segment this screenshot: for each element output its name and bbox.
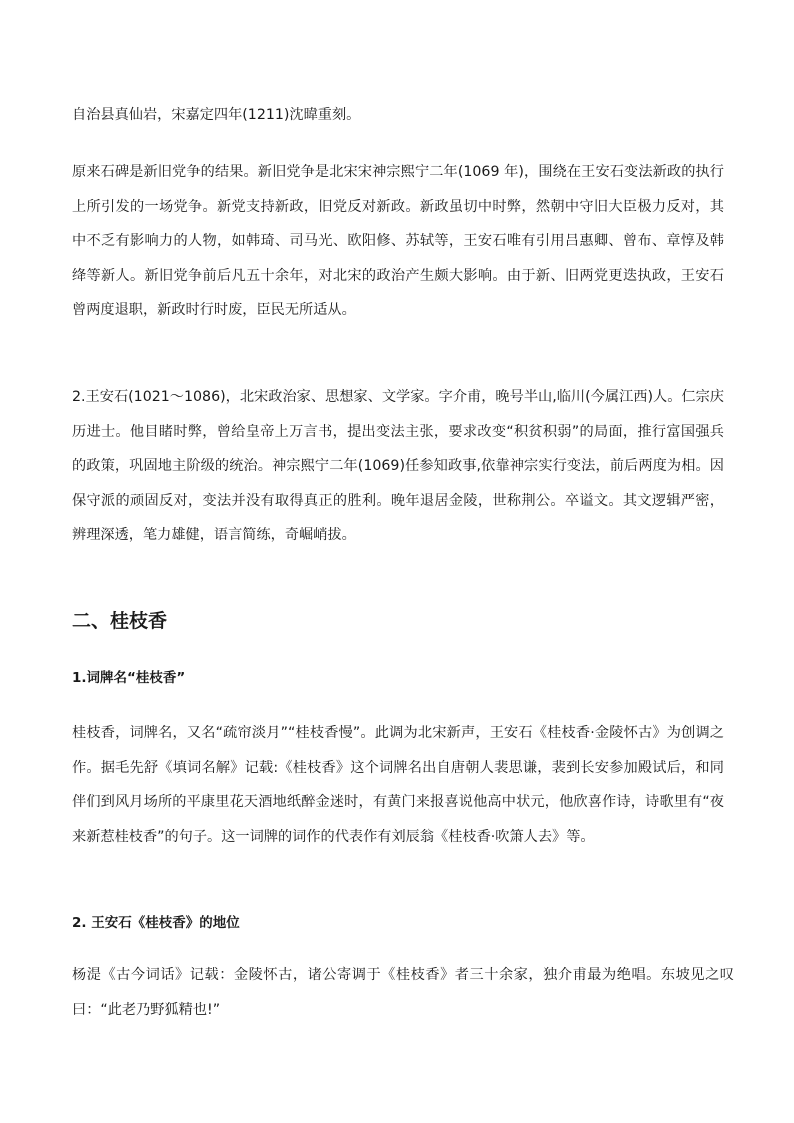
subheading-poem-status: 2. 王安石《桂枝香》的地位: [72, 915, 240, 931]
subheading-cipai-name: 1.词牌名“桂枝香”: [72, 670, 186, 686]
paragraph-poem-status: 杨湜《古今词话》记载：金陵怀古，诸公寄调于《桂枝香》者三十余家，独介甫最为绝唱。东坡见之叹曰：“此老乃野狐精也!”: [72, 967, 734, 1018]
paragraph-party-struggle: 原来石碑是新旧党争的结果。新旧党争是北宋宋神宗熙宁二年(1069 年)，围绕在王安石变法新政的执行上所引发的一场党争。新党支持新政，旧党反对新政。新政虽切中时弊，然朝中守旧大臣极力反对，其中不乏有影响力的人物，如韩琦、司马光、欧阳修、苏轼等，王安石唯有引用吕惠卿、曾布、章惇及韩绛等新人。新旧党争前后凡五十余年，对北宋的政治产生颇大影响。由于新、旧两党更迭执政，王安石曾两度退职，新政时行时废，臣民无所适从。: [72, 164, 724, 318]
paragraph-cipai-origin: 桂枝香，词牌名，又名“疏帘淡月”“桂枝香慢”。此调为北宋新声，王安石《桂枝香·金陵怀古》为创调之作。据毛先舒《填词名解》记载:《桂枝香》这个词牌名出自唐朝人裴思谦，裴到长安参加殿试后，和同伴们到风月场所的平康里花天酒地纸醉金迷时，有黄门来报喜说他高中状元，他欣喜作诗，诗歌里有“夜来新惹桂枝香”的句子。这一词牌的词作的代表作有刘辰翁《桂枝香·吹箫人去》等。: [72, 725, 724, 845]
section-heading-guizhixiang: 二、桂枝香: [72, 610, 168, 632]
paragraph-stele-location: 自治县真仙岩，宋嘉定四年(1211)沈暐重刻。: [72, 107, 361, 123]
paragraph-wang-anshi: 2.王安石(1021～1086)，北宋政治家、思想家、文学家。字介甫，晚号半山,临川(今属江西)人。仁宗庆历进士。他目睹时弊，曾给皇帝上万言书，提出变法主张，要求改变“积贫积弱”的局面，推行富国强兵的政策，巩固地主阶级的统治。神宗熙宁二年(1069)任参知政事,依靠神宗实行变法，前后两度为相。因保守派的顽固反对，变法并没有取得真正的胜利。晚年退居金陵，世称荆公。卒谥文。其文逻辑严密，辨理深透，笔力雄健，语言简练，奇崛峭拔。: [72, 389, 724, 543]
